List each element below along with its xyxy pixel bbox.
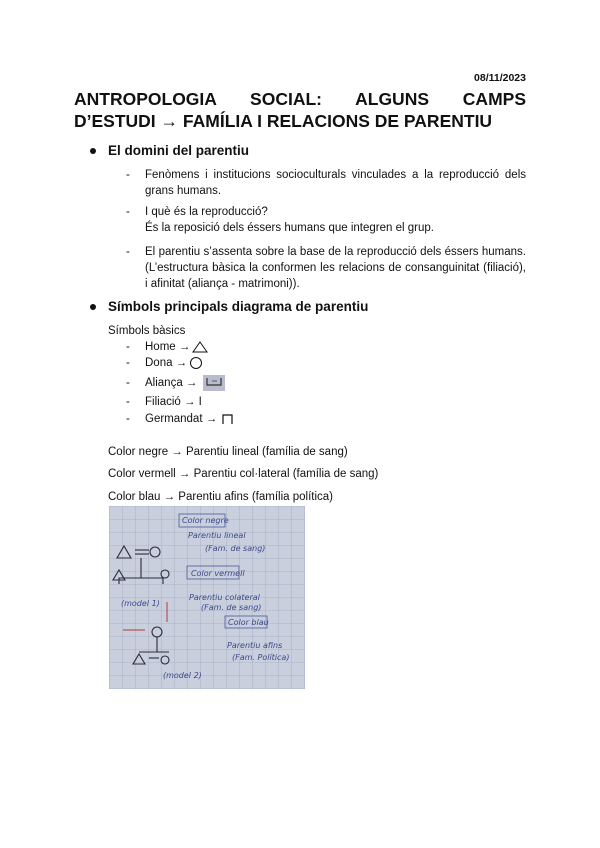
bullet-dot-icon	[90, 304, 96, 310]
dash-marker: -	[126, 413, 130, 425]
circle-icon	[189, 356, 203, 370]
document-date: 08/11/2023	[474, 72, 526, 84]
section-heading-text: El domini del parentiu	[108, 143, 250, 158]
photo-note: (Fam. Política)	[232, 653, 290, 662]
color-line-vermell: Color vermell → Parentiu col·lateral (família de sang)	[108, 468, 379, 480]
list-item-text: És la reposició dels éssers humans que integren el grup.	[145, 222, 434, 234]
list-item-text: El parentiu s’assenta sobre la base de la reproducció dels éssers humans. (L’estructura bàsica la conformen les relacions de consanguinitat (filiació), i afinitat (aliança - matrimoni)).	[145, 246, 526, 290]
title-line-1: ANTROPOLOGIA SOCIAL: ALGUNS CAMPS	[74, 89, 526, 109]
photo-note: Color vermell	[191, 569, 245, 578]
photo-note: (Fam. de sang)	[205, 544, 266, 553]
dash-marker: -	[126, 357, 130, 369]
section-heading-domini	[90, 143, 249, 158]
symbol-row-alianca	[126, 375, 225, 391]
list-item	[126, 244, 526, 292]
photo-note: (Fam. de sang)	[201, 603, 262, 612]
photo-note: Color blau	[228, 618, 269, 627]
bullet-dot-icon	[90, 148, 96, 154]
triangle-icon	[192, 341, 208, 353]
section-heading-text: Símbols principals diagrama de parentiu	[108, 299, 369, 314]
dash-marker: -	[126, 246, 130, 258]
symbol-row-dona	[126, 355, 203, 371]
dash-marker: -	[126, 341, 130, 353]
symbol-label: Filiació → I	[145, 396, 202, 408]
sibling-bracket-icon	[221, 413, 235, 425]
alliance-icon	[203, 375, 225, 391]
list-item-text: I què és la reproducció?	[145, 206, 268, 218]
list-item	[126, 204, 526, 236]
photo-note: Color negre	[182, 516, 229, 525]
basic-symbols-label: Símbols bàsics	[108, 325, 186, 337]
symbol-row-home	[126, 339, 208, 355]
page-title	[74, 88, 526, 132]
dash-marker: -	[126, 377, 130, 389]
title-line-2: D’ESTUDI → FAMÍLIA I RELACIONS DE PARENTIU	[74, 111, 493, 131]
symbol-label: Home →	[145, 341, 191, 353]
section-heading-simbols	[90, 299, 368, 314]
handwritten-diagram-photo	[109, 506, 305, 689]
color-line-blau: Color blau → Parentiu afins (família política)	[108, 491, 333, 503]
symbol-label: Dona →	[145, 357, 188, 369]
symbol-row-filiacio	[126, 394, 202, 410]
photo-note: (model 2)	[163, 671, 202, 680]
photo-note: Parentiu lineal	[188, 531, 246, 540]
photo-note: (model 1)	[121, 599, 160, 608]
list-item-text: Fenòmens i institucions socioculturals vinculades a la reproducció dels grans humans.	[145, 169, 526, 197]
dash-marker: -	[126, 169, 130, 181]
color-line-negre: Color negre → Parentiu lineal (família de sang)	[108, 446, 348, 458]
symbol-label: Aliança →	[145, 377, 198, 389]
photo-note: Parentiu afins	[227, 641, 283, 650]
dash-marker: -	[126, 206, 130, 218]
photo-note: Parentiu colateral	[189, 593, 260, 602]
symbol-row-germandat	[126, 411, 235, 427]
list-item	[126, 167, 526, 199]
dash-marker: -	[126, 396, 130, 408]
symbol-label: Germandat →	[145, 413, 218, 425]
